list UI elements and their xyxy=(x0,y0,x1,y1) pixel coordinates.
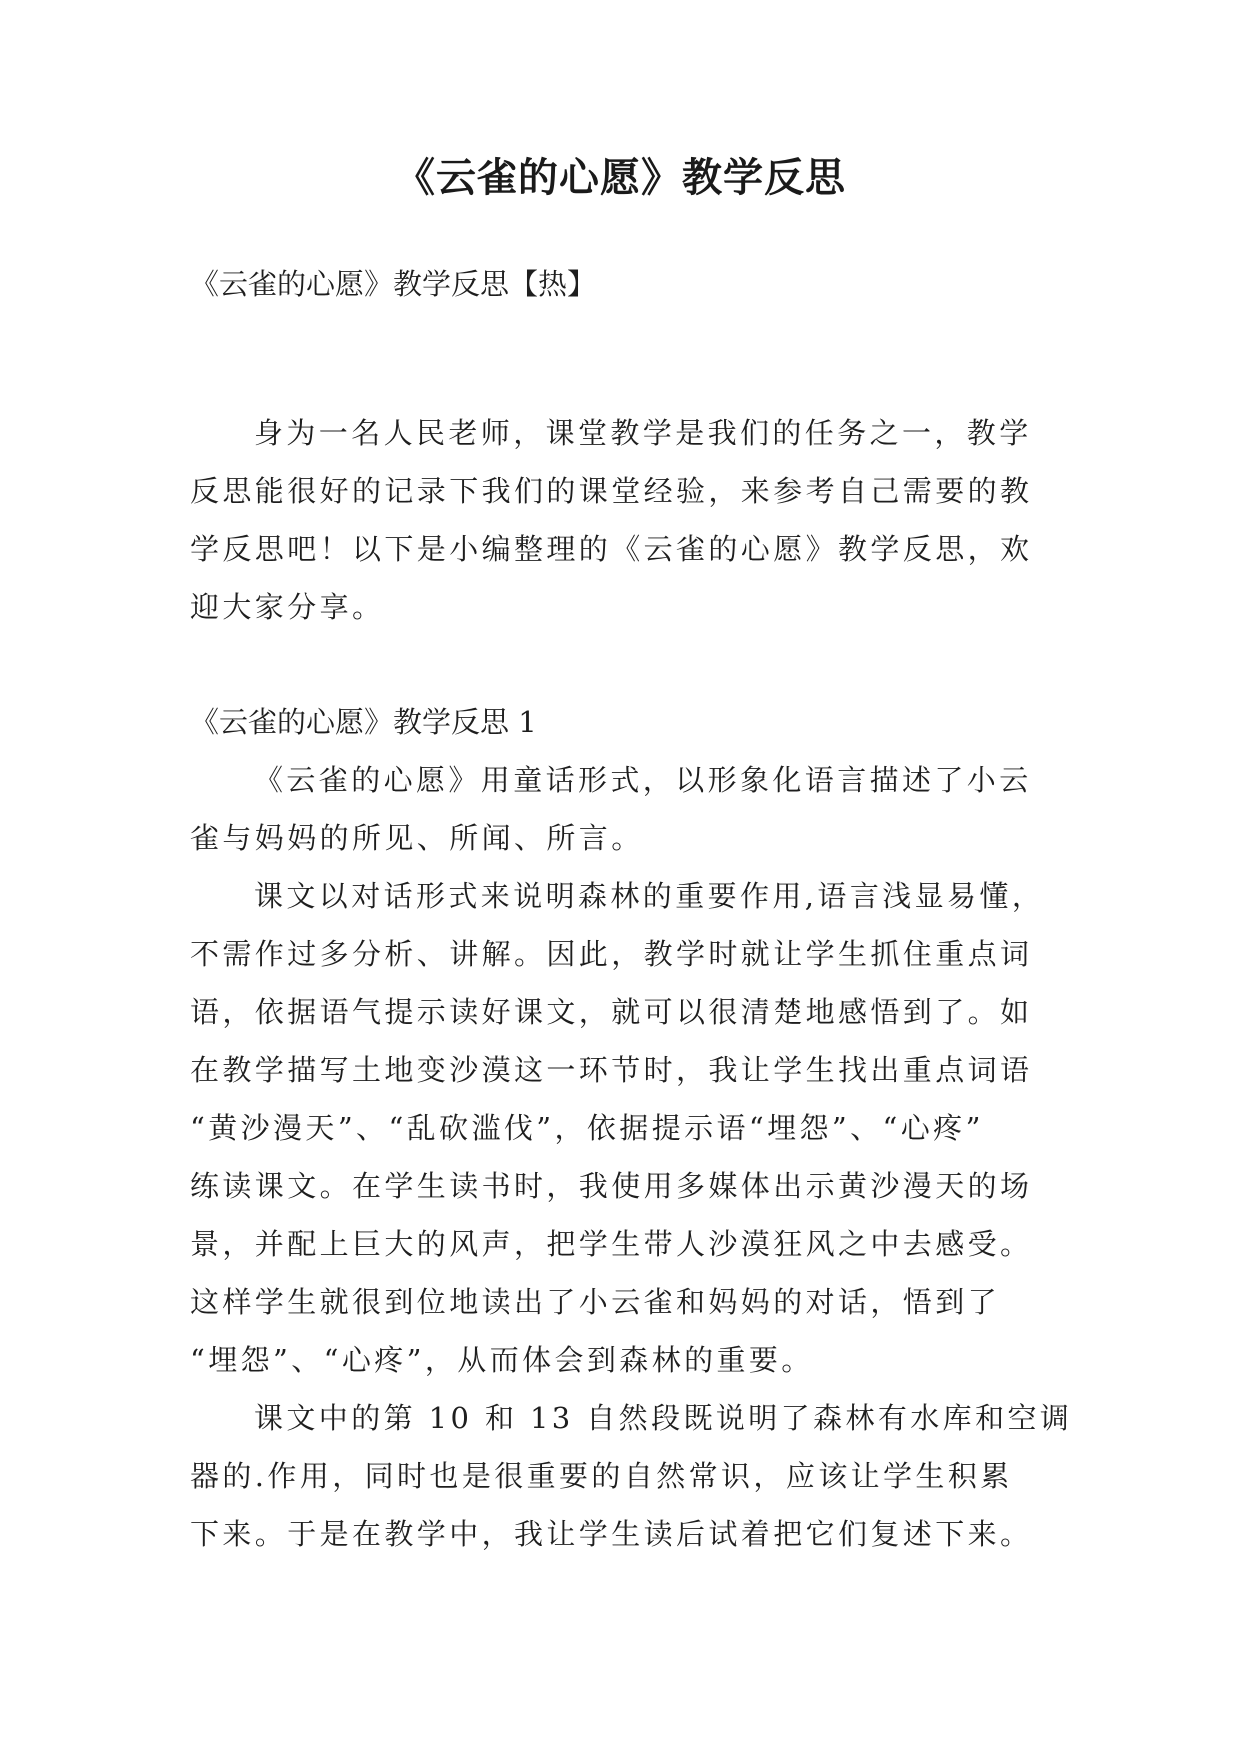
paragraph-line: 课文以对话形式来说明森林的重要作用,语言浅显易懂， xyxy=(254,879,1045,913)
intro-line: 学反思吧！以下是小编整理的《云雀的心愿》教学反思，欢 xyxy=(190,532,1033,566)
paragraph-line: 器的.作用，同时也是很重要的自然常识，应该让学生积累 xyxy=(190,1459,1013,1493)
intro-paragraph xyxy=(190,404,1050,636)
paragraph-line: “黄沙漫天”、“乱砍滥伐”，依据提示语“埋怨”、“心疼” xyxy=(190,1111,984,1145)
paragraph-line: 课文中的第 10 和 13 自然段既说明了森林有水库和空调 xyxy=(254,1401,1073,1435)
paragraph-line: 下来。于是在教学中，我让学生读后试着把它们复述下来。 xyxy=(190,1517,1033,1551)
paragraph-line: 不需作过多分析、讲解。因此，教学时就让学生抓住重点词 xyxy=(190,937,1033,971)
paragraph-line: 《云雀的心愿》用童话形式，以形象化语言描述了小云 xyxy=(254,763,1032,797)
intro-line: 反思能很好的记录下我们的课堂经验，来参考自己需要的教 xyxy=(190,474,1033,508)
paragraph-line: “埋怨”、“心疼”，从而体会到森林的重要。 xyxy=(190,1343,814,1377)
section-heading: 《云雀的心愿》教学反思 1 xyxy=(190,705,537,739)
paragraph-line: 语，依据语气提示读好课文，就可以很清楚地感悟到了。如 xyxy=(190,995,1033,1029)
intro-line: 身为一名人民老师，课堂教学是我们的任务之一，教学 xyxy=(254,416,1032,450)
document-title: 《云雀的心愿》教学反思 xyxy=(395,155,846,201)
intro-line: 迎大家分享。 xyxy=(190,590,385,624)
document-subtitle: 《云雀的心愿》教学反思【热】 xyxy=(190,267,597,301)
paragraph-2 xyxy=(190,867,1050,1389)
paragraph-line: 这样学生就很到位地读出了小云雀和妈妈的对话，悟到了 xyxy=(190,1285,1001,1319)
paragraph-line: 雀与妈妈的所见、所闻、所言。 xyxy=(190,821,644,855)
paragraph-line: 练读课文。在学生读书时，我使用多媒体出示黄沙漫天的场 xyxy=(190,1169,1033,1203)
paragraph-line: 在教学描写土地变沙漠这一环节时，我让学生找出重点词语 xyxy=(190,1053,1033,1087)
paragraph-3 xyxy=(190,1389,1073,1563)
paragraph-line: 景，并配上巨大的风声，把学生带人沙漠狂风之中去感受。 xyxy=(190,1227,1033,1261)
paragraph-1 xyxy=(190,751,1050,867)
